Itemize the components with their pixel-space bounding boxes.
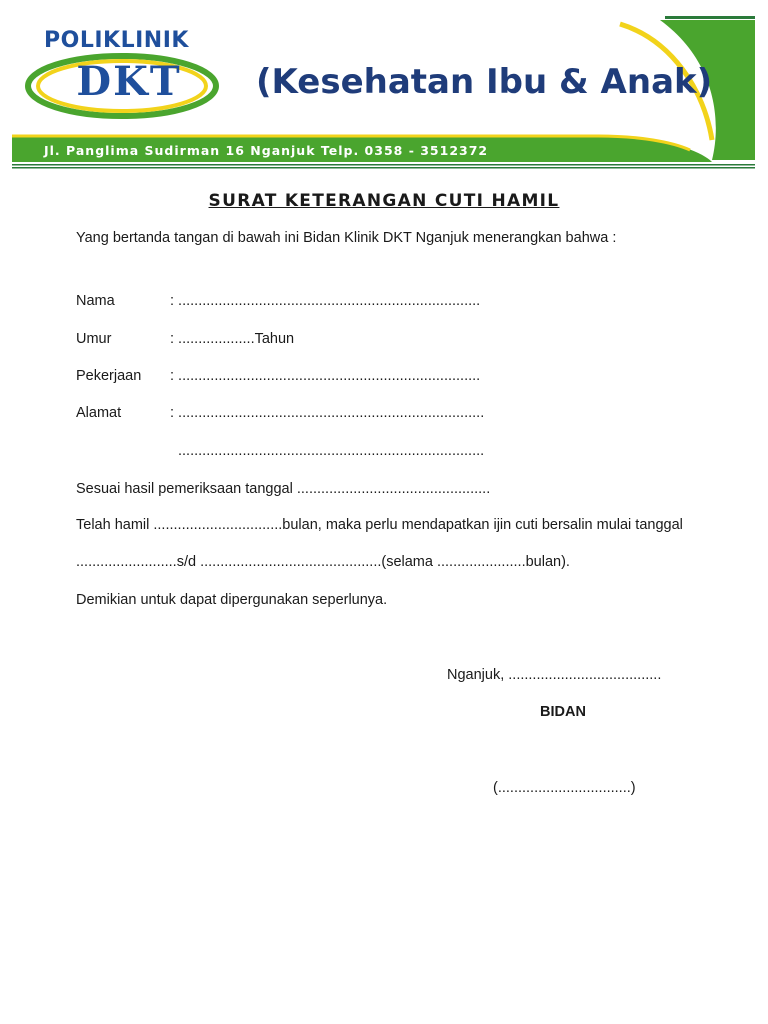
field-label-alamat: Alamat <box>76 405 122 421</box>
exam-date-line: Sesuai hasil pemeriksaan tanggal ................................................ <box>76 481 491 497</box>
signature-name: (.................................) <box>493 780 636 796</box>
field-value-nama: : ........................................................................... <box>170 293 481 309</box>
clinic-address: Jl. Panglima Sudirman 16 Nganjuk Telp. 0358 - 3512372 <box>44 143 489 158</box>
field-value-alamat-line2: ............................................................................ <box>178 443 485 459</box>
field-label-nama: Nama <box>76 293 115 309</box>
clinic-subtitle: (Kesehatan Ibu & Anak) <box>256 62 713 102</box>
intro-text: Yang bertanda tangan di bawah ini Bidan Klinik DKT Nganjuk menerangkan bahwa : <box>76 230 617 246</box>
brand-logo: DKT <box>76 58 182 105</box>
place-date: Nganjuk, ...................................... <box>447 667 662 683</box>
field-value-umur: : ...................Tahun <box>170 331 295 347</box>
document-title: SURAT KETERANGAN CUTI HAMIL <box>208 191 560 211</box>
field-label-pekerjaan: Pekerjaan <box>76 368 142 384</box>
leave-period-line: .........................s/d .............................................(selama ......................bulan). <box>76 554 570 570</box>
field-value-pekerjaan: : ........................................................................... <box>170 368 481 384</box>
brand-top-text: POLIKLINIK <box>44 28 189 53</box>
pregnancy-line: Telah hamil ................................bulan, maka perlu mendapatkan ijin cuti bersalin mulai tanggal <box>76 517 683 533</box>
letterhead <box>0 0 768 180</box>
field-value-alamat: : ............................................................................ <box>170 405 485 421</box>
field-label-umur: Umur <box>76 331 112 347</box>
signature-role: BIDAN <box>540 704 586 720</box>
closing-text: Demikian untuk dapat dipergunakan seperlunya. <box>76 592 388 608</box>
